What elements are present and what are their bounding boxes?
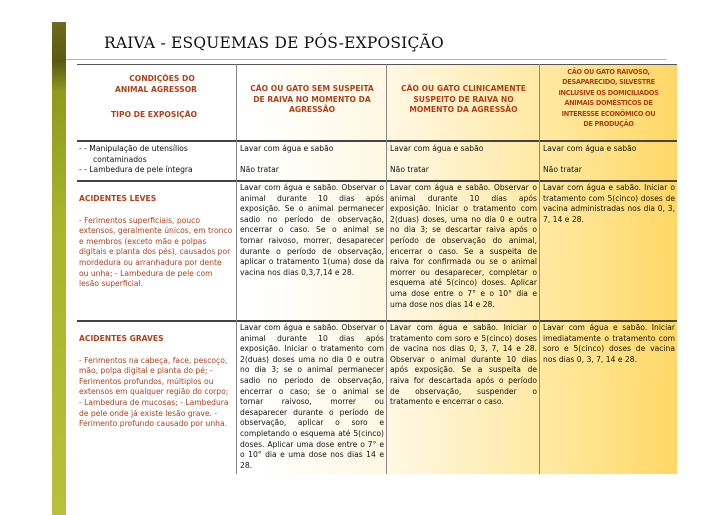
post-exposure-table xyxy=(77,64,677,474)
row-divider-2 xyxy=(77,320,677,322)
severe-no-suspicion-cell: Lavar com água e sabão. Observar o animal durante 10 dias após exposição. Iniciar o tratamento com 2(duas) doses uma no dia 0 e outra no dia 3; se o animal permanecer sadio no período de observação, encerrar o caso; se o animal se tornar raivoso, morrer ou desaparecer durante o período de observação, aplicar o soro e completando o esquema até 5(cinco) doses. Aplicar uma dose entre o 7° e o 10° dia e uma dose nos dias 14 e 28. xyxy=(240,323,384,470)
mild-suspect-cell: Lavar com água e sabão. Observar o animal durante 10 dias após exposição. Iniciar o tratamento com 2(duas) doses, uma no dia 0 e outra no dia 3; se descartar raiva após o período de observação do animal, encerrar o caso. Se a suspeita de raiva for confirmada ou se o animal morrer ou desaparecer, completar o esquema até 5(cinco) doses. Aplicar uma dose entre o 7° e o 10° dia e uma dose nos dias 14 e 28. xyxy=(390,183,537,309)
indirect-no-suspicion-cell: Lavar com água e sabão Não tratar xyxy=(240,144,334,174)
mild-no-suspicion-cell: Lavar com água e sabão. Observar o animal durante 10 dias após exposição. Se o animal permanecer sadio no período de observação, encerrar o caso. Se o animal se tornar raivoso, morrer, desaparecer durante o período de observação, aplicar o tratamento 1(uma) dose da vacina nos dias 0,3,7,14 e 28. xyxy=(240,183,384,277)
accent-bar xyxy=(52,22,66,515)
severe-accidents-title: ACIDENTES GRAVES xyxy=(79,334,164,343)
header-no-suspicion: CÃO OU GATO SEM SUSPEITA DE RAIVA NO MOMENTO DA AGRESSÃO xyxy=(250,84,374,115)
header-animal-condition: CONDIÇÕES DO ANIMAL AGRESSOR xyxy=(115,74,198,94)
severe-exposure-cell xyxy=(79,334,233,430)
table-top-border xyxy=(77,64,677,65)
header-rabid-missing-wild: CÃO OU GATO RAIVOSO, DESAPARECIDO, SILVESTRE INCLUSIVE OS DOMICILIADOS ANIMAIS DOMÉSTICOS DE INTERESSE ECONÔMICO OU DE PRODUÇÃO xyxy=(558,68,659,129)
severe-accidents-description: - Ferimentos na cabeça, face, pescoço, mão, polpa digital e planta do pé; - Ferimentos profundos, múltiplos ou extensos em qualquer região do corpo; - Lambedura de mucosas; - Lambedura de pele onde já existe lesão grave. - Ferimento profundo causado por unha. xyxy=(79,355,229,429)
title-rule xyxy=(66,59,666,60)
header-divider xyxy=(77,140,677,142)
header-clinically-suspect: CÃO OU GATO CLINICAMENTE SUSPEITO DE RAIVA NO MOMENTO DA AGRESSÃO xyxy=(401,84,526,115)
col-divider-2 xyxy=(386,64,387,474)
indirect-exposure-cell: - - Manipulação de utensílios contaminados - - Lambedura de pele íntegra xyxy=(79,144,193,175)
col-divider-1 xyxy=(236,64,237,474)
header-exposure-type: TIPO DE EXPOSIÇÃO xyxy=(111,110,198,119)
severe-suspect-cell: Lavar com água e sabão. Iniciar o tratamento com soro e 5(cinco) doses de vacina nos dias 0, 3, 7, 14 e 28. Observar o animal durante 10 dias após exposição. Se a suspeita de raiva for descartada após o período de observação, suspender o tratamento e encerrar o caso. xyxy=(390,323,537,407)
mild-accidents-title: ACIDENTES LEVES xyxy=(79,194,157,203)
indirect-rabid-cell: Lavar com água e sabão Não tratar xyxy=(543,144,637,174)
severe-rabid-cell: Lavar com água e sabão. Iniciar imediatamente o tratamento com soro e 5(cinco) doses de vacina nos dias 0, 3, 7, 14 e 28. xyxy=(543,323,675,364)
mild-accidents-description: - Ferimentos superficiais, pouco extensos, geralmente únicos, em tronco e membros (exceto mão e polpas digitais e planta dos pés), causados por mordedura ou arranhadura por dente ou unha; - Lambedura de pele com lesão superficial. xyxy=(79,215,233,289)
slide-title: RAIVA - ESQUEMAS DE PÓS-EXPOSIÇÃO xyxy=(104,34,444,52)
row-divider-1 xyxy=(77,180,677,182)
mild-rabid-cell: Lavar com água e sabão. Iniciar o tratamento com 5(cinco) doses de vacina administradas nos dia 0, 3, 7, 14 e 28. xyxy=(543,183,675,224)
indirect-suspect-cell: Lavar com água e sabão Não tratar xyxy=(390,144,484,174)
mild-exposure-cell xyxy=(79,194,233,290)
